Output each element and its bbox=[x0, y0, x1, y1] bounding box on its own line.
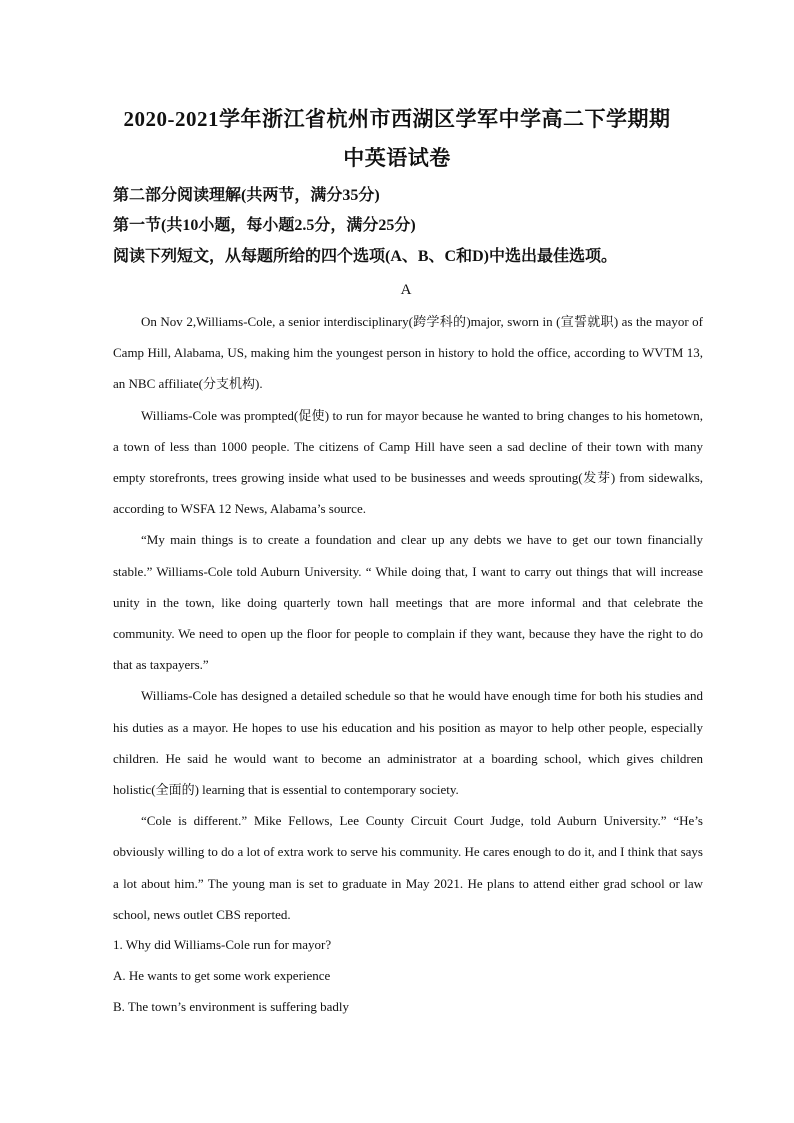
section-heading: 第一节(共10小题，每小题2.5分，满分25分) bbox=[113, 217, 416, 234]
passage-paragraph: Williams-Cole has designed a detailed schedule so that he would have enough time for both his studies and his duties as a mayor. He hopes to use his education and his position as mayor to help other people, especially children. He said he would want to become an administrator at a boarding school, which gives children holistic(全面的) learning that is essential to contemporary society. bbox=[113, 688, 703, 798]
question-1-option-b: B. The town’s environment is suffering badly bbox=[113, 999, 350, 1014]
passage-paragraph: “Cole is different.” Mike Fellows, Lee County Circuit Court Judge, told Auburn University.” “He’s obviously willing to do a lot of extra work to serve his community. He cares enough to do it, and I think that says a lot about him.” The young man is set to graduate in May 2021. He plans to attend either grad school or law school, news outlet CBS reported. bbox=[113, 813, 703, 922]
passage-label: A bbox=[400, 282, 412, 298]
instruction-text: 阅读下列短文，从每题所给的四个选项(A、B、C和D)中选出最佳选项。 bbox=[113, 248, 617, 265]
question-1-option-a: A. He wants to get some work experience bbox=[113, 968, 331, 983]
document-title-line-2: 中英语试卷 bbox=[343, 146, 451, 170]
passage-paragraph: “My main things is to create a foundation and clear up any debts we have to get our town financially stable.” Williams-Cole told Auburn University. “ While doing that, I want to carry out things that will increase unity in the town, like doing quarterly town hall meetings that are more informal and that celebrate the community. We need to open up the floor for people to complain if they want, because they have the right to do that as taxpayers.” bbox=[113, 532, 703, 673]
passage-body bbox=[113, 306, 703, 930]
part-heading: 第二部分阅读理解(共两节，满分35分) bbox=[113, 187, 380, 204]
passage-paragraph: Williams-Cole was prompted(促使) to run for mayor because he wanted to bring changes to his hometown, a town of less than 1000 people. The citizens of Camp Hill have seen a sad decline of their town with many empty storefronts, trees growing inside what used to be businesses and weeds sprouting(发芽) from sidewalks, according to WSFA 12 News, Alabama’s source. bbox=[113, 407, 703, 517]
passage-paragraph: On Nov 2,Williams-Cole, a senior interdisciplinary(跨学科的)major, sworn in (宣誓就职) as the mayor of Camp Hill, Alabama, US, making him the youngest person in history to hold the office, according to WVTM 13, an NBC affiliate(分支机构). bbox=[113, 314, 703, 392]
document-title-line-1: 2020-2021学年浙江省杭州市西湖区学军中学高二下学期期 bbox=[123, 107, 671, 131]
question-1-stem: 1. Why did Williams-Cole run for mayor? bbox=[113, 937, 332, 952]
